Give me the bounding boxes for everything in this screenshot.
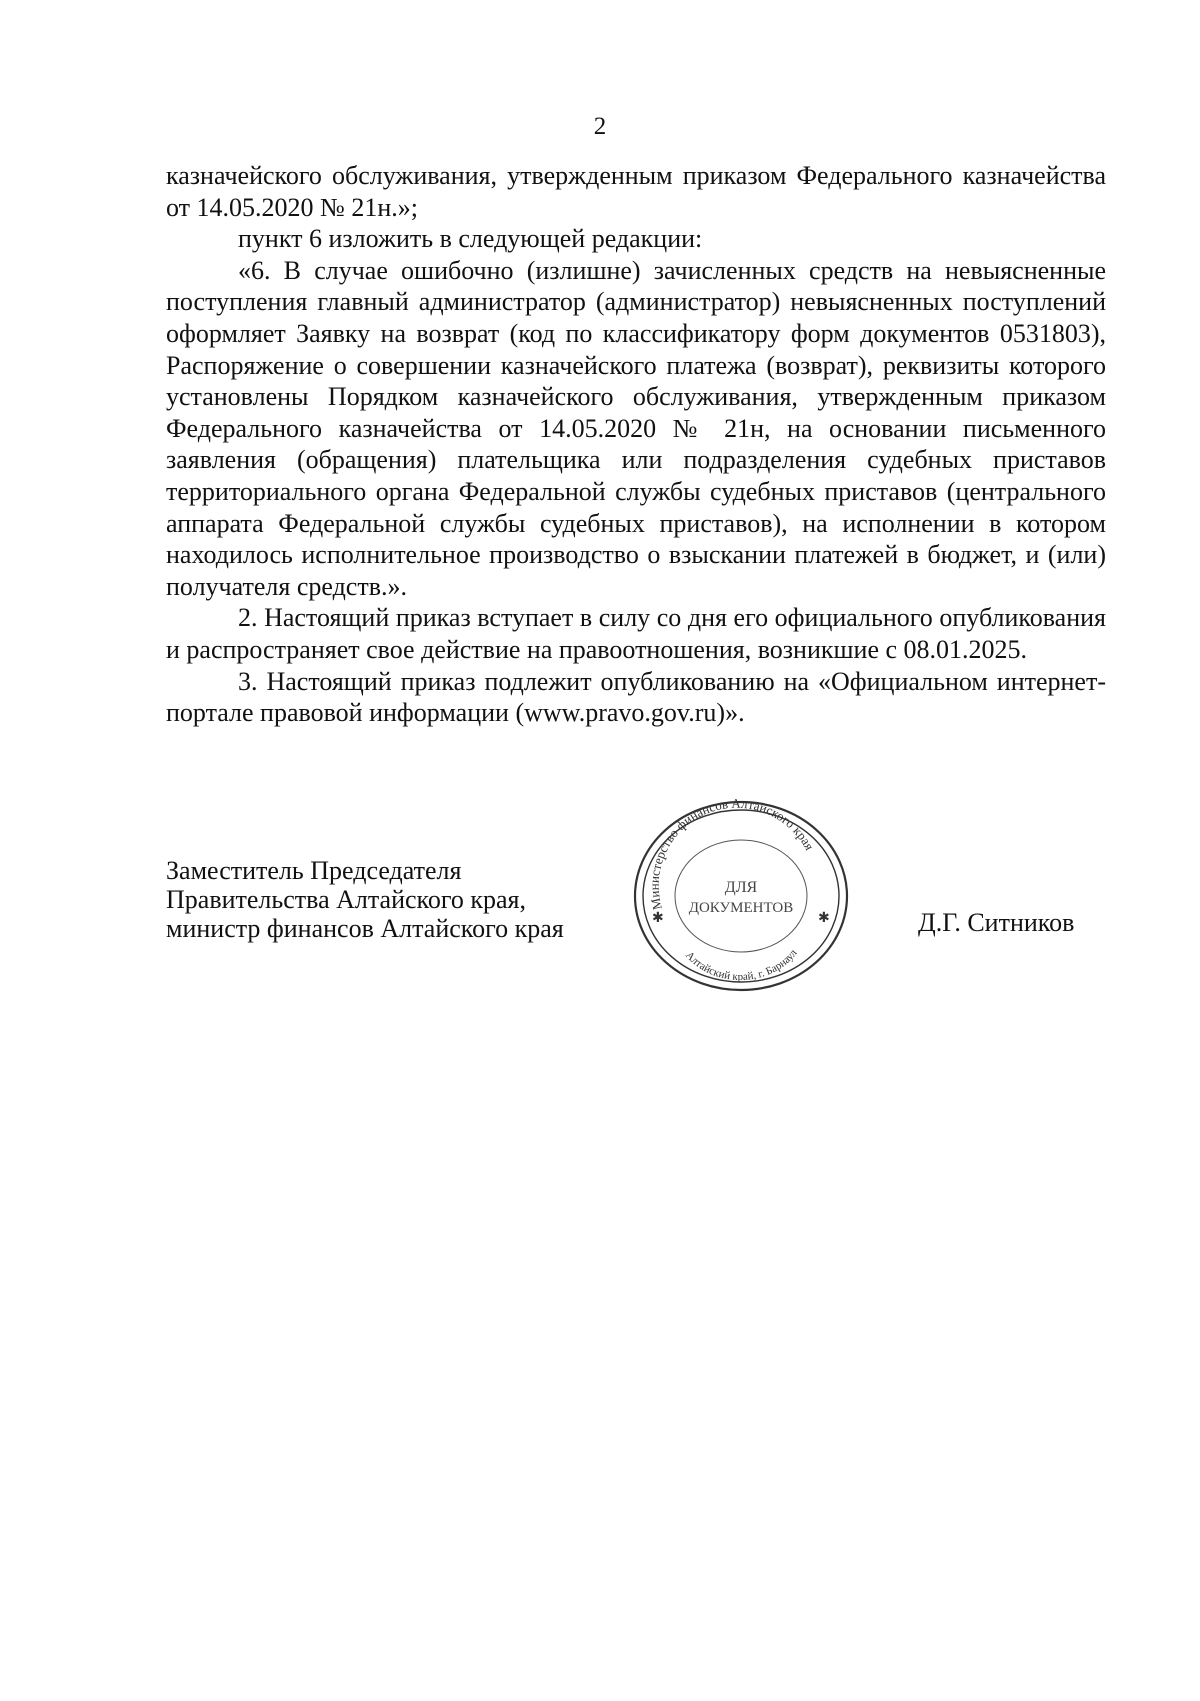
seal-bottom-text: Алтайский край, г. Барнаул [683,947,800,984]
paragraph-2: пункт 6 изложить в следующей редакции: [238,224,703,254]
seal-center-ring [675,840,807,952]
seal-center-line-1: ДЛЯ [724,879,758,896]
page-number: 2 [593,113,607,140]
seal-center-line-2: ДОКУМЕНТОВ [688,900,794,916]
signatory-position [166,856,564,943]
position-line-2: Правительства Алтайского края, [166,885,527,914]
position-line-3: министр финансов Алтайского края [166,914,564,943]
seal-star-right-icon: ✱ [818,911,830,926]
seal-outer-text: Министерство финансов Алтайского края [646,796,818,912]
official-seal-stamp [626,796,856,996]
seal-star-left-icon: ✱ [652,911,664,926]
document-body [166,160,1106,729]
position-line-1: Заместитель Председателя [166,856,462,885]
paragraph-1: казначейского обслуживания, утвержденным приказом Федерального казначейства от 14.05.2020 № 21н.»; [166,161,1106,222]
paragraph-5: 3. Настоящий приказ подлежит опубликованию на «Официальном интернет-портале правовой информации (www.pravo.gov.ru)». [166,666,1106,728]
paragraph-3: «6. В случае ошибочно (излишне) зачисленных средств на невыясненные поступления главный администратор (администратор) невыясненных поступлений оформляет Заявку на возврат (код по классификатору форм документов 0531803), Распоряжение о совершении казначейского платежа (возврат), реквизиты которого установлены Порядком казначейского обслуживания, утвержденным приказом Федерального казначейства от 14.05.2020 № 21н, на основании письменного заявления (обращения) плательщика или подразделения судебных приставов территориального органа Федеральной службы судебных приставов (центрального аппарата Федеральной службы судебных приставов), на исполнении в котором находилось исполнительное производство о взыскании платежей в бюджет, и (или) получателя средств.». [166,255,1106,601]
seal-graphic [626,796,856,996]
signatory-name: Д.Г. Ситников [918,908,1075,937]
paragraph-4: 2. Настоящий приказ вступает в силу со дня его официального опубликования и распространяет свое действие на правоотношения, возникшие с 08.01.2025. [166,603,1106,664]
